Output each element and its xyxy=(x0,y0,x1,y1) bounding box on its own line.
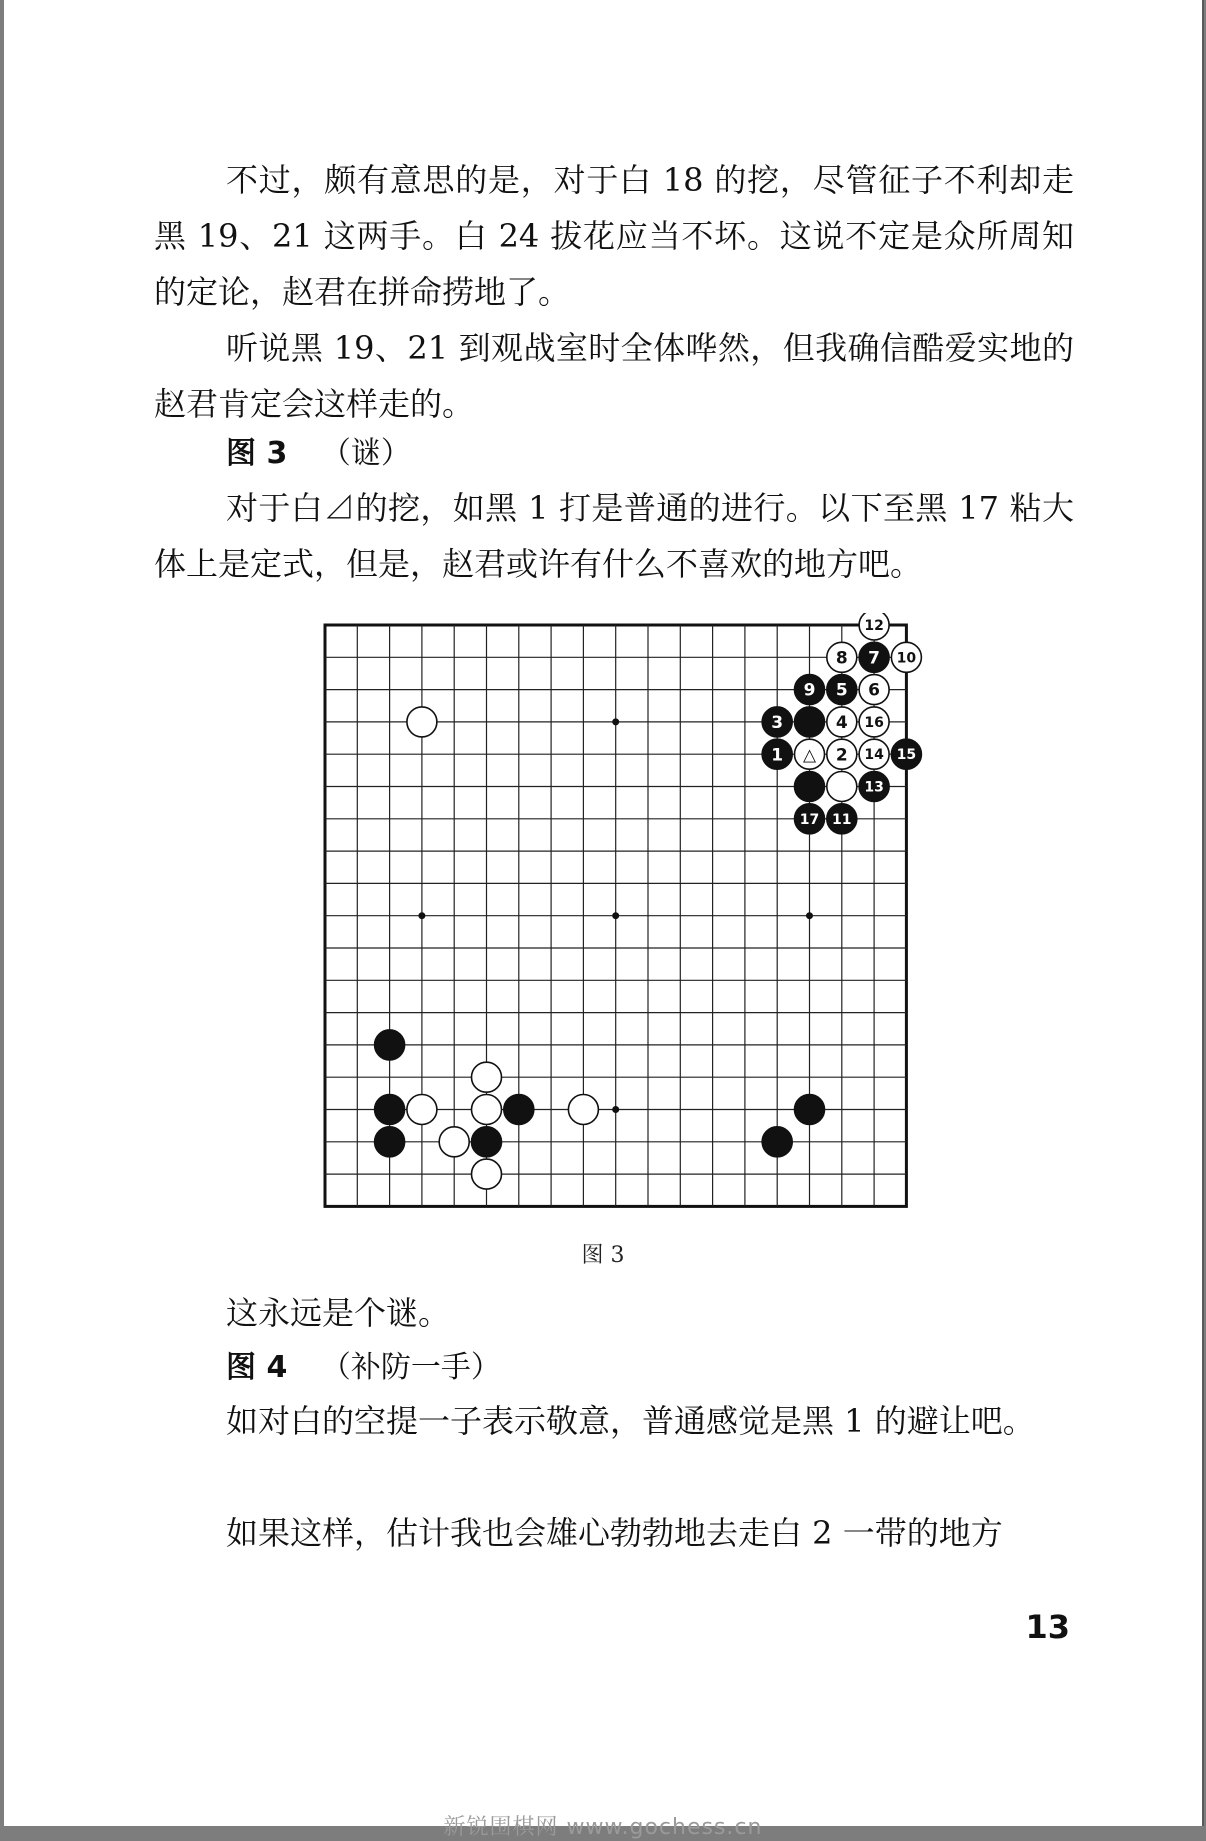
stone-move-label: 4 xyxy=(835,713,848,734)
star-point xyxy=(806,912,813,919)
go-board xyxy=(317,613,937,1213)
stone-move-label: 12 xyxy=(864,618,884,635)
white-stone xyxy=(827,772,857,802)
white-stone xyxy=(472,1159,502,1189)
white-stone xyxy=(472,1062,502,1092)
stone-move-label: 13 xyxy=(864,779,884,796)
white-stone xyxy=(439,1127,469,1157)
figure-4-heading xyxy=(226,1346,501,1390)
figure-caption: 图 3 xyxy=(581,1243,625,1268)
stone-move-label: 10 xyxy=(896,650,917,667)
stone-move-label: 9 xyxy=(803,680,816,701)
black-stone xyxy=(375,1095,405,1125)
black-stone xyxy=(795,707,825,737)
stone-move-label: 17 xyxy=(799,811,820,828)
go-board-diagram xyxy=(317,613,937,1213)
star-point xyxy=(418,912,425,919)
black-stone xyxy=(762,1127,792,1157)
figure-4-label: 图 4 xyxy=(226,1350,288,1385)
stone-move-label: 5 xyxy=(835,680,848,701)
stone-move-label: 2 xyxy=(835,745,848,766)
figure-4-title: （补防一手） xyxy=(320,1350,501,1385)
black-stone xyxy=(375,1127,405,1157)
paragraph-1: 不过，颇有意思的是，对于白 18 的挖，尽管征子不利却走黑 19、21 这两手。白 24 拔花应当不坏。这说不定是众所周知的定论，赵君在拼命捞地了。 xyxy=(154,161,1074,311)
white-stone xyxy=(568,1095,598,1125)
star-point xyxy=(612,1106,619,1113)
black-stone xyxy=(472,1127,502,1157)
stone-move-label: 14 xyxy=(864,747,884,764)
black-stone xyxy=(795,1095,825,1125)
page-number: 13 xyxy=(1025,1608,1070,1646)
black-stone xyxy=(504,1095,534,1125)
book-page xyxy=(4,0,1204,1826)
stone-move-label: 15 xyxy=(896,747,917,764)
stone-move-label: 16 xyxy=(864,714,884,731)
paragraph-3: 对于白⊿的挖，如黑 1 打是普通的进行。以下至黑 17 粘大体上是定式，但是，赵君或许有什么不喜欢的地方吧。 xyxy=(154,489,1074,583)
stone-move-label: 8 xyxy=(835,648,848,669)
figure-3-heading xyxy=(226,432,411,476)
stone-move-label: △ xyxy=(802,745,817,766)
white-stone xyxy=(407,1095,437,1125)
paragraph-4: 这永远是个谜。 xyxy=(226,1294,451,1332)
black-stone xyxy=(795,772,825,802)
black-stone xyxy=(375,1030,405,1060)
stone-move-label: 1 xyxy=(771,745,784,766)
star-point xyxy=(612,718,619,725)
star-point xyxy=(612,912,619,919)
figure-3-label: 图 3 xyxy=(226,436,288,471)
watermark-footer: 新锐围棋网 www.gochess.cn xyxy=(443,1815,763,1840)
stone-move-label: 6 xyxy=(868,680,881,701)
paragraph-2: 听说黑 19、21 到观战室时全体哗然，但我确信酷爱实地的赵君肯定会这样走的。 xyxy=(154,329,1074,423)
stone-move-label: 11 xyxy=(832,811,852,828)
white-stone xyxy=(472,1095,502,1125)
stone-move-label: 3 xyxy=(771,713,784,734)
paragraph-6: 如果这样，估计我也会雄心勃勃地去走白 2 一带的地方 xyxy=(226,1514,1003,1552)
stone-move-label: 7 xyxy=(868,648,881,669)
figure-3-title: （谜） xyxy=(320,436,411,471)
white-stone xyxy=(407,707,437,737)
paragraph-5: 如对白的空提一子表示敬意，普通感觉是黑 1 的避让吧。 xyxy=(226,1402,1035,1440)
